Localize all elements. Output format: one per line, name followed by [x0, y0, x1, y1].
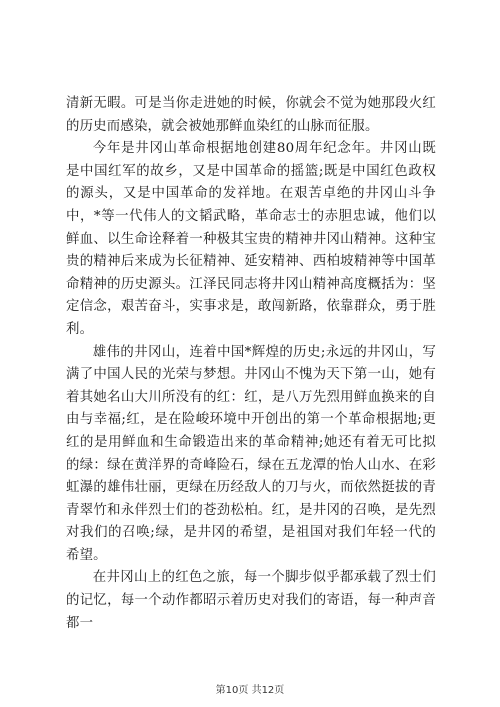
paragraph-1: 清新无暇。可是当你走进她的时候，你就会不觉为她那段火红的历史而感染，就会被她那鲜血染红的山脉而征服。: [66, 96, 436, 134]
paragraph-4: 在井冈山上的红色之旅，每一个脚步似乎都承载了烈士们的记忆，每一个动作都昭示着历史对我们的寄语，每一种声音都一: [66, 570, 436, 631]
paragraph-2: 今年是井冈山革命根据地创建80周年纪念年。井冈山既是中国红军的故乡，又是中国革命的摇篮;既是中国红色政权的源头，又是中国革命的发祥地。在艰苦卓绝的井冈山斗争中，*等一代伟人的文韬武略，革命志士的赤胆忠诚，他们以鲜血、以生命诠释着一种极其宝贵的精神井冈山精神。这种宝贵的精神后来成为长征精神、延安精神、西柏坡精神等中国革命精神的历史源头。江泽民同志将井冈山精神高度概括为：坚定信念，艰苦奋斗，实事求是，敢闯新路，依靠群众，勇于胜利。: [66, 141, 436, 337]
document-body: [66, 93, 436, 635]
page-footer: 第10页 共12页: [215, 685, 285, 696]
paragraph-3: 雄伟的井冈山，连着中国*辉煌的历史;永远的井冈山，写满了中国人民的光荣与梦想。井冈山不愧为天下第一山，她有着其她名山大川所没有的红：红，是八万先烈用鲜血换来的自由与幸福;红，是在险峻环境中开创出的第一个革命根据地;更红的是用鲜血和生命锻造出来的革命精神;她还有着无可比拟的绿：绿在黄洋界的奇峰险石，绿在五龙潭的怡人山水、在彩虹瀑的雄伟壮丽，更绿在历经敌人的刀与火，而依然挺拔的青青翠竹和永伴烈士们的苍劲松柏。红，是井冈的召唤，是先烈对我们的召唤;绿，是井冈的希望，是祖国对我们年轻一代的希望。: [66, 344, 436, 563]
